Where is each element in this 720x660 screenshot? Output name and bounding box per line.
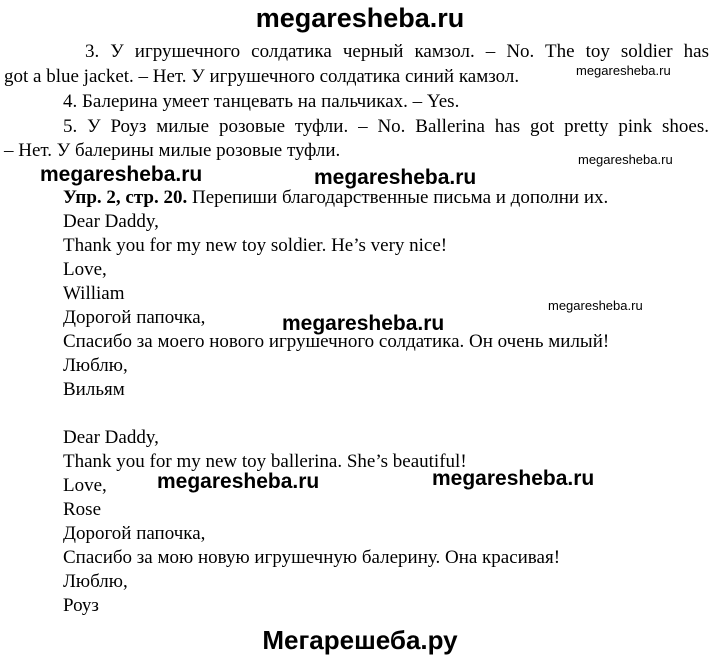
letter2-en-body: Thank you for my new toy ballerina. She’s beautiful!: [63, 451, 467, 472]
answer-item-5-line-2: – Нет. У балерины милые розовые туфли.: [4, 140, 341, 161]
letter1-en-body: Thank you for my new toy soldier. He’s very nice!: [63, 235, 448, 256]
watermark: megaresheba.ru: [578, 152, 673, 167]
letter1-ru-signature: Вильям: [63, 379, 125, 400]
letter1-ru-closing: Люблю,: [63, 355, 128, 376]
watermark: megaresheba.ru: [432, 467, 595, 490]
site-header: megaresheba.ru: [255, 3, 465, 33]
letter2-ru-signature: Роуз: [63, 595, 99, 616]
letter1-en-closing: Love,: [63, 259, 107, 280]
letter1-en-greeting: Dear Daddy,: [63, 211, 159, 232]
letter1-ru-greeting: Дорогой папочка,: [63, 307, 206, 328]
letter2-en-signature: Rose: [63, 499, 101, 520]
watermark: megaresheba.ru: [282, 312, 445, 335]
letter1-ru-body: Спасибо за моего нового игрушечного солдатика. Он очень милый!: [63, 331, 610, 352]
watermark: megaresheba.ru: [40, 163, 203, 186]
letter2-ru-body: Спасибо за мою новую игрушечную балерину. Она красивая!: [63, 547, 561, 568]
letter2-en-greeting: Dear Daddy,: [63, 427, 159, 448]
answer-item-5-line-1: 5. У Роуз милые розовые туфли. – No. Ballerina has got pretty pink shoes.: [63, 116, 709, 137]
answer-item-4: 4. Балерина умеет танцевать на пальчиках. – Yes.: [63, 91, 460, 112]
answer-item-3-line-2: got a blue jacket. – Нет. У игрушечного солдатика синий камзол.: [4, 66, 520, 87]
letter2-ru-closing: Люблю,: [63, 571, 128, 592]
letter2-en-closing: Love,: [63, 475, 107, 496]
exercise-label: Упр. 2, стр. 20.: [63, 187, 188, 208]
watermark: megaresheba.ru: [576, 63, 671, 78]
site-footer: Мегарешеба.ру: [262, 625, 458, 655]
letter1-en-signature: William: [63, 283, 125, 304]
watermark: megaresheba.ru: [548, 298, 643, 313]
watermark: megaresheba.ru: [157, 470, 320, 493]
letter2-ru-greeting: Дорогой папочка,: [63, 523, 206, 544]
watermark: megaresheba.ru: [314, 166, 477, 189]
exercise-instruction: Перепиши благодарственные письма и дополни их.: [191, 187, 609, 208]
answer-item-3-line-1: 3. У игрушечного солдатика черный камзол. – No. The toy soldier has: [85, 41, 709, 62]
